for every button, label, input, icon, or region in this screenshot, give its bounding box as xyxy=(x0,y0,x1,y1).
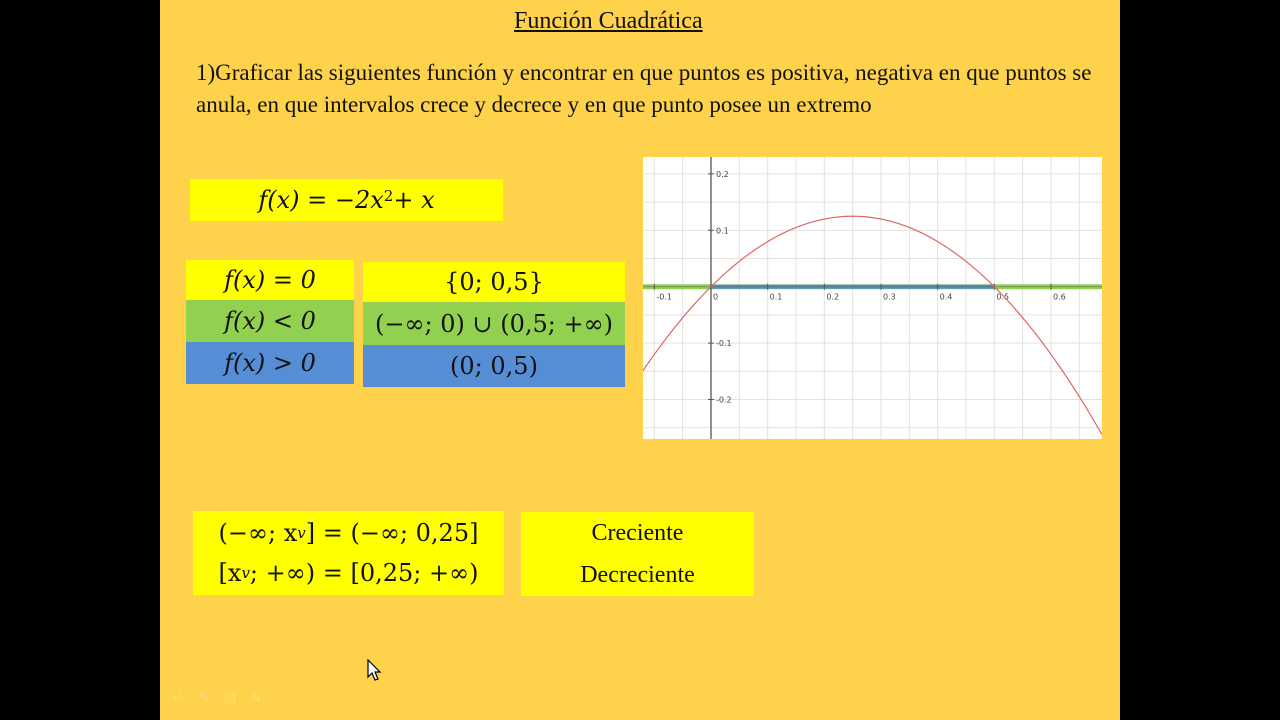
y-tick-label: -0.2 xyxy=(716,395,732,405)
condition-negative-label: f(x) < 0 xyxy=(186,300,354,342)
next-slide-icon[interactable]: ↳ xyxy=(250,690,263,706)
y-tick-label: 0.1 xyxy=(716,226,729,236)
x-tick-label: 0.6 xyxy=(1053,292,1066,302)
x-tick-label: 0.3 xyxy=(883,292,896,302)
interval-increasing xyxy=(219,513,479,553)
condition-negative-result: (−∞; 0) ∪ (0,5; +∞) xyxy=(363,302,625,345)
slide xyxy=(160,0,1120,720)
instruction-text: 1)Graficar las siguientes función y encontrar en que puntos es positiva, negativa en que puntos se anula, en que intervalos crece y decrece y en que punto posee un extremo xyxy=(196,60,1092,117)
behavior-increasing: Creciente xyxy=(591,519,684,546)
function-lhs: f(x) = −2x xyxy=(258,186,384,214)
graph-svg xyxy=(643,157,1102,439)
interval-decreasing xyxy=(219,553,479,593)
menu-icon[interactable]: ▤ xyxy=(223,690,237,706)
behavior-decreasing: Decreciente xyxy=(580,561,695,588)
condition-zero-result: {0; 0,5} xyxy=(363,262,625,302)
condition-positive-label: f(x) > 0 xyxy=(186,342,354,384)
y-tick-label: 0.2 xyxy=(716,169,729,179)
function-definition-box xyxy=(190,179,503,221)
x-tick-label: 0.2 xyxy=(826,292,840,302)
interval-increasing-right: ] = (−∞; 0,25] xyxy=(305,519,479,547)
function-curve xyxy=(643,216,1102,434)
slide-title: Función Cuadrática xyxy=(514,8,703,34)
slideshow-toolbar[interactable] xyxy=(172,690,262,706)
condition-zero-label: f(x) = 0 xyxy=(186,260,354,300)
interval-decreasing-left: [x xyxy=(218,559,242,587)
function-graph xyxy=(643,157,1102,439)
condition-positive-result: (0; 0,5) xyxy=(363,345,625,387)
x-tick-label: -0.1 xyxy=(656,292,672,302)
mouse-cursor-icon xyxy=(367,659,383,688)
interval-increasing-sub: v xyxy=(297,524,306,542)
intervals-box xyxy=(193,511,504,595)
previous-slide-icon[interactable]: ↵ xyxy=(172,690,184,706)
interval-decreasing-sub: v xyxy=(241,564,250,582)
behavior-box xyxy=(521,512,754,596)
function-rhs: + x xyxy=(393,186,435,214)
x-tick-label: 0.1 xyxy=(769,292,783,302)
interval-increasing-left: (−∞; x xyxy=(218,519,298,547)
pen-icon[interactable]: ✎ xyxy=(197,690,210,706)
x-tick-label: 0 xyxy=(713,292,719,302)
interval-decreasing-right: ; +∞) = [0,25; +∞) xyxy=(249,559,479,587)
x-tick-label: 0.5 xyxy=(996,292,1010,302)
function-exponent: 2 xyxy=(383,187,394,205)
y-tick-label: -0.1 xyxy=(716,339,732,349)
x-tick-label: 0.4 xyxy=(939,292,953,302)
